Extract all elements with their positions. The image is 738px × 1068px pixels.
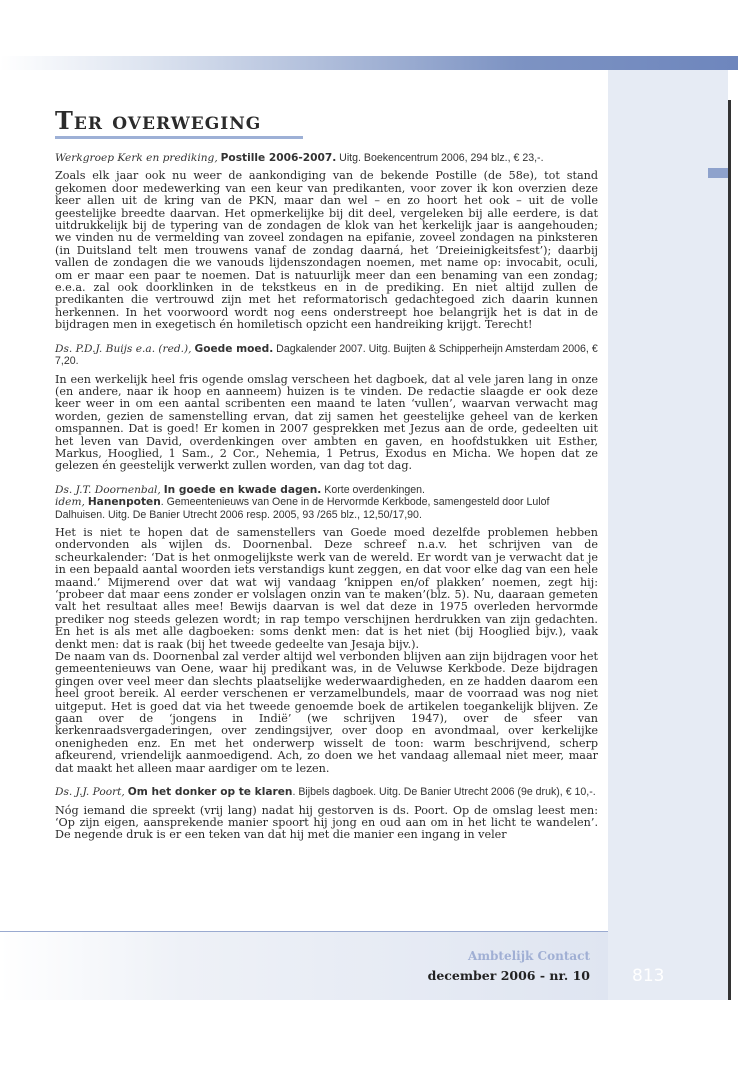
review-citation-second (55, 496, 598, 521)
citation-book-title: In goede en kwade dagen. (163, 483, 322, 496)
citation-author: Ds. J.J. Poort, (55, 786, 125, 799)
citation-author: Werkgroep Kerk en prediking, (55, 152, 218, 164)
review-citation (55, 484, 598, 496)
page-number: 813 (632, 966, 665, 986)
issue-label: december 2006 - nr. 10 (427, 968, 590, 983)
citation-details: . Bijbels dagboek. Uitg. De Banier Utrecht 2006 (9e druk), € 10,-. (292, 786, 596, 799)
citation-details: . Gemeentenieuws van Oene in de Hervormde Kerkbode, samengesteld door Lulof Dalhuisen. Uitg. De Banier Utrecht 2006 resp. 2005, 93 /265 blz., 12,50/17,90. (55, 496, 550, 521)
review-text: Zoals elk jaar ook nu weer de aankondiging van de bekende Postille (de 58e), tot stand gekomen door medewerking van een keur van predikanten, voor zover ik kon overzien deze keer allen uit de kring van de PKN, maar dan wel – en zo hoort het ook – uit de volle geestelijke breedte daarvan. Het opmerkelijke bij dit deel, vergeleken bij alle eerdere, is dat uitdrukkelijk bij de typering van de zondagen de klok van het kerkelijk jaar is aangehouden; we vinden nu de vermelding van zoveel zondagen na epifanie, zoveel zondagen na pinksteren (in Duitsland telt men trouwens vanaf de zondag daarná, het ‘Dreieinigkeitsfest’); daarbij vallen de zondagen die we vanouds lijdenszondagen noemen, met name op: invocabit, oculi, om er maar een paar te noemen. Dat is natuurlijk meer dan een benaming van een zondag; e.e.a. zal ook doorklinken in de tekstkeus en in de prediking. En niet altijd zullen de predikanten die vertrouwd zijn met het reformatorisch gedachtegoed zich daarin kunnen herkennen. In het voorwoord wordt nog eens onderstreept hoe belangrijk het is dat in de bijdragen men in exegetisch én homiletisch opzicht een handreiking krijgt. Terecht! (55, 169, 598, 332)
review-citation (55, 343, 598, 368)
review-text-continued: De naam van ds. Doornenbal zal verder altijd wel verbonden blijven aan zijn bijdragen voor het gemeentenieuws van Oene, waar hij predikant was, in de Veluwse Kerkbode. Deze bijdragen gingen over veel meer dan slechts plaatselijke wederwaardigheden, en ze hadden daarom een heel groot bereik. Al eerder verschenen er verzamelbundels, maar de voorraad was nog niet uitgeput. Het is goed dat via het tweede genoemde boek de artikelen toegankelijk blijven. Ze gaan over de ‘jongens in Indië’ (we schrijven 1947), over de sfeer van kerkenraadsvergaderingen, over zendingsijver, over doop en avondmaal, over kerkelijke onenigheden enz. En met het onderwerp wisselt de toon: warm beschrijvend, scherp afkeurend, vriendelijk aanmoedigend. Ach, zo doen we het vandaag allemaal niet meer, maar dat maakt het alleen maar aardiger om te lezen. (55, 650, 598, 775)
citation-book-title: Goede moed. (194, 342, 274, 355)
page-title: Ter overweging (55, 106, 262, 135)
citation-book-title: Om het donker op te klaren (127, 786, 293, 799)
title-underline (55, 136, 303, 139)
article-body (55, 152, 598, 853)
page-edge (728, 100, 731, 1000)
citation-book-title: Postille 2006-2007. (220, 152, 337, 164)
citation-book-title: Hanenpoten (87, 496, 161, 509)
citation-details: Uitg. Boekencentrum 2006, 294 blz., € 23,-. (336, 152, 544, 164)
margin-panel (608, 70, 728, 1000)
review-text: In een werkelijk heel fris ogende omslag verscheen het dagboek, dat al vele jaren lang in onze (en andere, naar ik hoop en aanneem) huizen is te vinden. De redactie slaagde er ook deze keer weer in om een aantal scribenten een maand te laten ‘vullen’, waarvan verwacht mag worden, gezien de samenstelling ervan, dat zij samen het geestelijke geheel van de kerken omspannen. Dat is goed! Er komen in 2007 gesprekken met Jezus aan de orde, gedeelten uit het leven van David, overdenkingen over ambten en gaven, en hoofdstukken uit Esther, Markus, Hooglied, 1 Sam., 2 Cor., Nehemia, 1 Petrus, Exodus en Micha. We hopen dat ze gelezen én geestelijk verwerkt zullen worden, van dag tot dag. (55, 372, 598, 473)
section-tab-marker (708, 168, 728, 178)
citation-details: Korte overdenkingen. (321, 483, 425, 496)
review-text: Het is niet te hopen dat de samenstellers van Goede moed dezelfde problemen hebben ondervonden als wijlen ds. Doornenbal. Deze schreef n.a.v. het schrijven van de scheurkalender: ‘Dat is het onmogelijkste werk van de wereld. Er wordt van je verwacht dat je in een bepaald aantal woorden iets verstandigs kunt zeggen, en dat voor elke dag van een hele maand.’ Mijmerend over dat wat wij vandaag ‘knippen en/of plakken’ noemen, zegt hij: ‘probeer dat maar eens zonder er volslagen onzin van te maken’(blz. 5). Nu, daaraan gemeten valt het resultaat alles mee! Bewijs daarvan is wel dat deze in 1975 overleden hervormde prediker nog steeds gelezen wordt; in rap tempo verschijnen herdrukken van zijn gedachten. En het is als met alle dagboeken: soms denkt men: dat is het niet (bij Hooglied bijv.), vaak denkt men: dat is raak (bij het tweede gedeelte van Jesaja bijv.). (55, 525, 598, 651)
citation-details: Dagkalender 2007. Uitg. Buijten & Schipperheijn Amsterdam 2006, € 7,20. (55, 342, 598, 368)
citation-author: Ds. P.D.J. Buijs e.a. (red.), (55, 342, 192, 355)
journal-name: Ambtelijk Contact (468, 949, 590, 963)
review-citation (55, 152, 598, 164)
citation-author: Ds. J.T. Doornenbal, (55, 483, 161, 496)
footer-band (0, 932, 608, 1000)
header-color-band (0, 56, 738, 70)
citation-author: idem, (55, 496, 85, 509)
review-text: Nóg iemand die spreekt (vrij lang) nadat hij gestorven is ds. Poort. Op de omslag leest men: ‘Op zijn eigen, aansprekende manier spoort hij jong en oud aan om in het licht te wandelen’. De negende druk is er een teken van dat hij met die manier een ingang in veler (55, 803, 598, 842)
review-citation (55, 786, 598, 798)
